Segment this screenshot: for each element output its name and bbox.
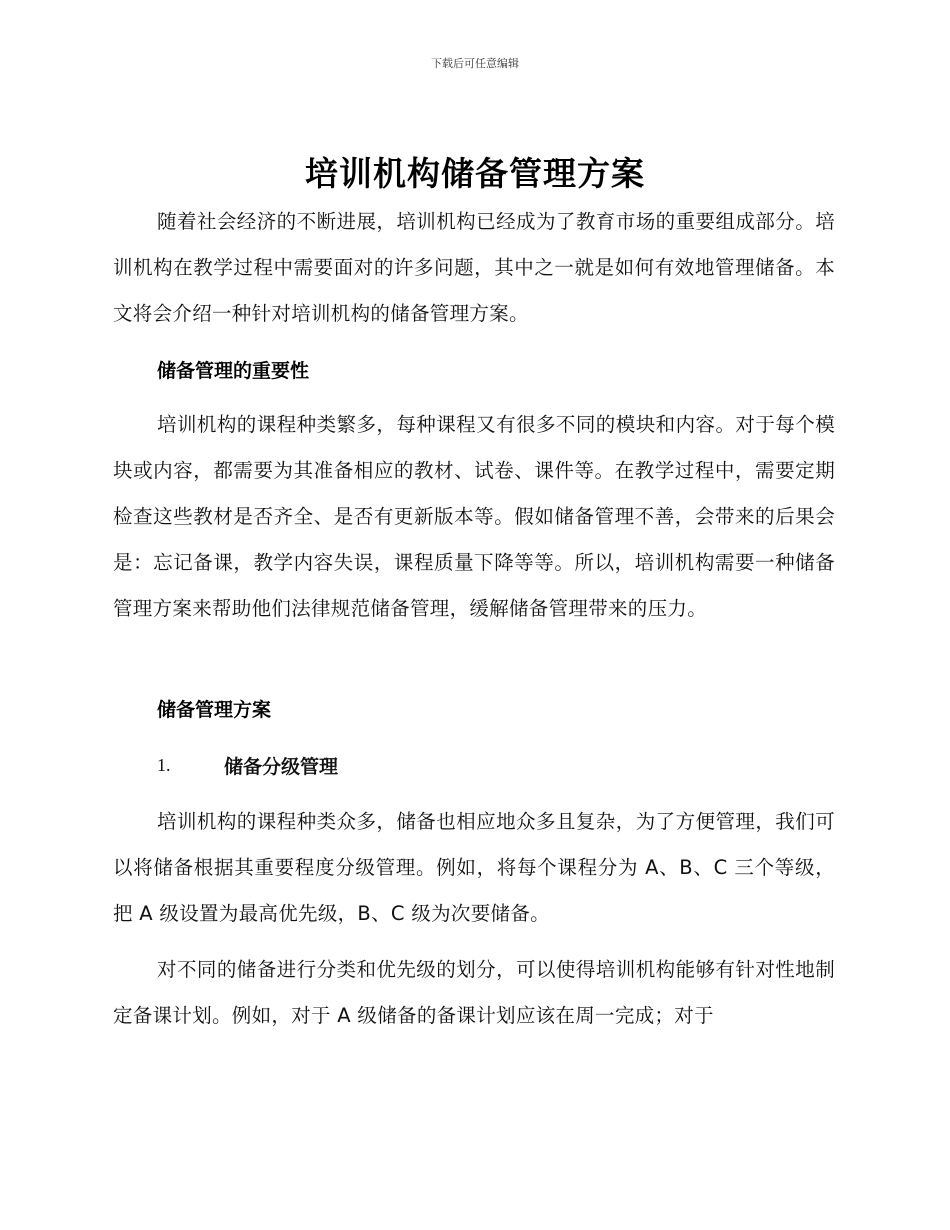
- section-heading-importance: 储备管理的重要性: [157, 360, 310, 382]
- importance-paragraph: 培训机构的课程种类繁多，每种课程又有很多不同的模块和内容。对于每个模块或内容，都需要为其准备相应的教材、试卷、课件等。在教学过程中，需要定期检查这些教材是否齐全、是否有更新版本等。假如储备管理不善，会带来的后果会是：忘记备课，教学内容失误，课程质量下降等等。所以，培训机构需要一种储备管理方案来帮助他们法律规范储备管理，缓解储备管理带来的压力。: [113, 413, 835, 620]
- intro-paragraph: 随着社会经济的不断进展，培训机构已经成为了教育市场的重要组成部分。培训机构在教学过程中需要面对的许多问题，其中之一就是如何有效地管理储备。本文将会介绍一种针对培训机构的储备管理方案。: [113, 210, 835, 325]
- priority-paragraph: 对不同的储备进行分类和优先级的划分，可以使得培训机构能够有针对性地制定备课计划。例如，对于 A 级储备的备课计划应该在周一完成；对于: [113, 958, 835, 1027]
- list-number: 1.: [157, 755, 171, 775]
- document-title: 培训机构储备管理方案: [305, 154, 645, 193]
- header-note: 下载后可任意编辑: [431, 57, 519, 70]
- list-item-heading: 储备分级管理: [224, 756, 339, 778]
- section-heading-plan: 储备管理方案: [157, 699, 272, 721]
- grading-paragraph: 培训机构的课程种类众多，储备也相应地众多且复杂，为了方便管理，我们可以将储备根据其重要程度分级管理。例如，将每个课程分为 A、B、C 三个等级，把 A 级设置为最高优先级，B、C 级为次要储备。: [113, 810, 835, 925]
